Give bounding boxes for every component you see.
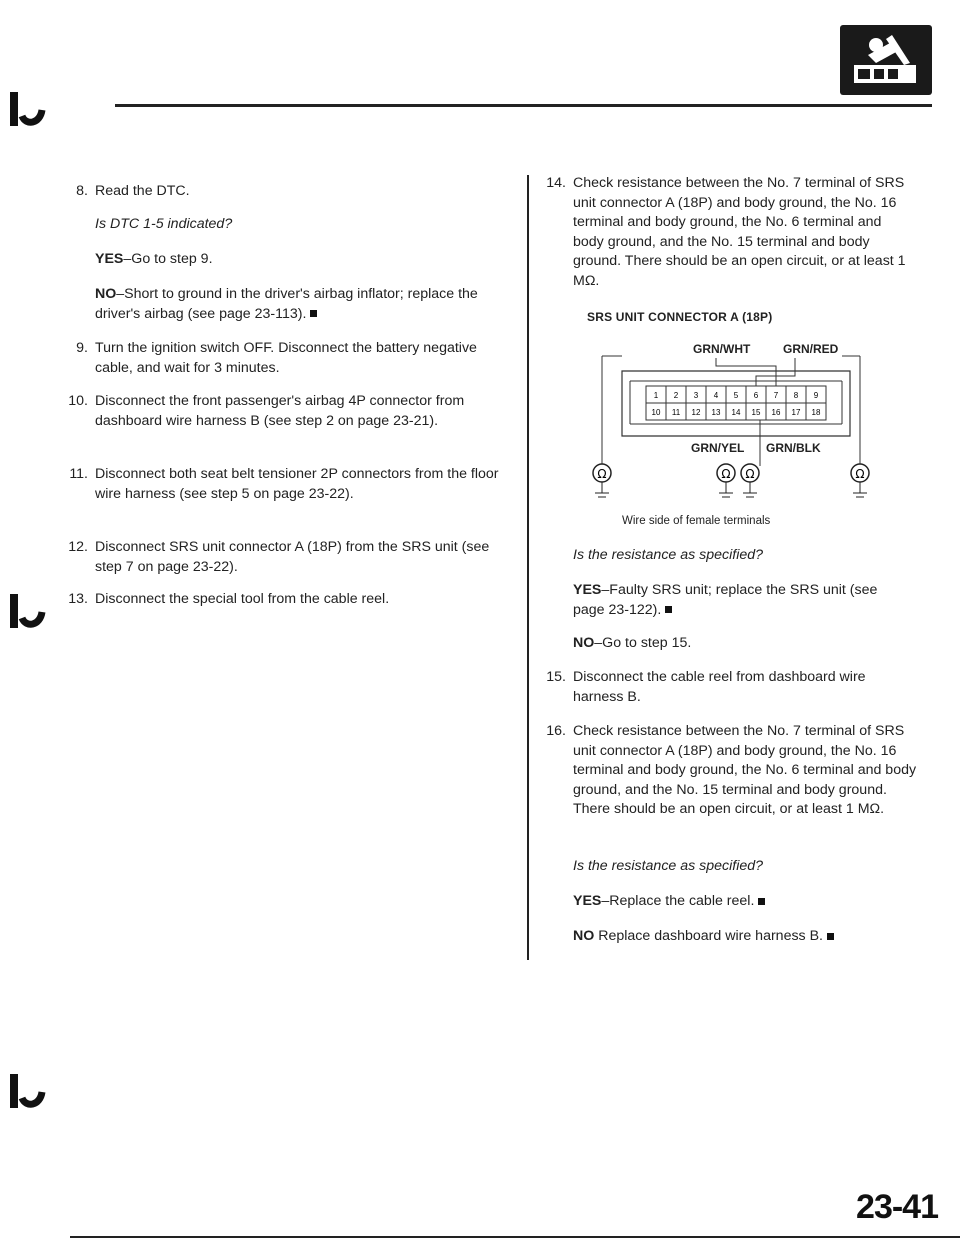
connector-diagram: [590, 336, 880, 506]
figure-title: SRS UNIT CONNECTOR A (18P): [587, 310, 773, 324]
wire-label-grn-yel: GRN/YEL: [691, 441, 745, 455]
step-text: Disconnect the special tool from the cable reel.: [95, 591, 390, 607]
terminal-3: 3: [693, 391, 699, 400]
terminal-7: 7: [773, 391, 779, 400]
figure-caption: Wire side of female terminals: [622, 515, 771, 527]
step-16-yes: YES–Replace the cable reel.: [573, 893, 765, 909]
step-number: 8.: [76, 183, 88, 199]
step-14-question: Is the resistance as specified?: [573, 547, 764, 563]
no-text: Short to ground in the driver's airbag inflator; replace the driver's airbag (see page 23-113).: [95, 286, 478, 322]
terminal-4: 4: [713, 391, 719, 400]
ohmmeter-icon-center-left: [717, 464, 735, 497]
yes-text: Faulty SRS unit; replace the SRS unit (see page 23-122).: [573, 582, 878, 618]
yes-text: Go to step 9.: [131, 251, 213, 267]
step-14-no: NO–Go to step 15.: [573, 635, 692, 651]
terminal-15: 15: [751, 408, 761, 417]
terminal-16: 16: [771, 408, 781, 417]
step-text: Disconnect both seat belt tensioner 2P connectors from the floor wire harness (see step 5 on page 23-22).: [95, 466, 499, 502]
terminal-10: 10: [651, 408, 661, 417]
no-label: NO: [573, 635, 595, 651]
binder-mark-bottom: [6, 1072, 46, 1117]
wire-label-grn-blk: GRN/BLK: [766, 441, 821, 455]
terminal-17: 17: [791, 408, 801, 417]
yes-text: Replace the cable reel.: [609, 893, 755, 909]
step-8-question: Is DTC 1-5 indicated?: [95, 216, 233, 232]
page-number: 23-41: [856, 1188, 938, 1226]
terminal-11: 11: [671, 408, 681, 417]
step-14-yes: YES–Faulty SRS unit; replace the SRS unit (see page 23-122).: [573, 582, 878, 618]
step-number: 13.: [68, 591, 88, 607]
terminal-1: 1: [653, 391, 659, 400]
terminal-grid: [646, 386, 826, 420]
no-text: Replace dashboard wire harness B.: [598, 928, 823, 944]
step-8-no: NO–Short to ground in the driver's airbag inflator; replace the driver's airbag (see page 23-113).: [95, 286, 478, 322]
ohmmeter-icon-left: [593, 464, 611, 497]
step-text: Check resistance between the No. 7 terminal of SRS unit connector A (18P) and body ground, the No. 16 terminal and body ground, the No. 6 terminal and body ground, and the No. 15 terminal and body ground. There should be an open circuit, or at least 1 MΩ.: [573, 723, 917, 817]
step-number: 9.: [76, 340, 88, 356]
binder-mark-middle: [6, 592, 46, 637]
wire-label-grn-wht: GRN/WHT: [693, 342, 751, 356]
terminal-9: 9: [813, 391, 819, 400]
header-rule: [115, 104, 932, 107]
step-16-question: Is the resistance as specified?: [573, 858, 764, 874]
end-mark-icon: [310, 310, 317, 317]
end-mark-icon: [665, 606, 672, 613]
column-divider: [527, 175, 529, 960]
wire-label-grn-red: GRN/RED: [783, 342, 839, 356]
srs-airbag-section-icon: [840, 25, 932, 95]
ohmmeter-icon-center-right: [741, 464, 759, 497]
step-text: Disconnect SRS unit connector A (18P) from the SRS unit (see step 7 on page 23-22).: [95, 539, 490, 575]
yes-label: YES: [95, 251, 124, 267]
terminal-5: 5: [733, 391, 739, 400]
binder-mark-top: [6, 90, 46, 135]
step-text: Disconnect the cable reel from dashboard wire harness B.: [573, 669, 866, 705]
step-number: 14.: [546, 175, 566, 191]
step-number: 11.: [69, 466, 88, 482]
no-text: Go to step 15.: [602, 635, 692, 651]
svg-text:Ω: Ω: [597, 467, 607, 481]
terminal-8: 8: [793, 391, 799, 400]
step-text: Disconnect the front passenger's airbag 4P connector from dashboard wire harness B (see step 2 on page 23-21).: [95, 393, 465, 429]
step-number: 10.: [68, 393, 88, 409]
terminal-14: 14: [731, 408, 741, 417]
yes-label: YES: [573, 582, 602, 598]
step-text: Read the DTC.: [95, 183, 190, 199]
step-text: Turn the ignition switch OFF. Disconnect the battery negative cable, and wait for 3 minutes.: [95, 340, 477, 376]
step-number: 15.: [546, 669, 566, 685]
svg-text:Ω: Ω: [721, 467, 731, 481]
step-number: 12.: [68, 539, 88, 555]
step-text: Check resistance between the No. 7 terminal of SRS unit connector A (18P) and body ground, the No. 16 terminal and body ground, the No. 6 terminal and body ground, and the No. 15 terminal and body ground. There should be an open circuit, or at least 1 MΩ.: [573, 175, 906, 289]
end-mark-icon: [758, 898, 765, 905]
step-16-no: [573, 928, 834, 944]
svg-text:Ω: Ω: [745, 467, 755, 481]
footer-rule: [70, 1236, 960, 1238]
no-label: NO: [573, 928, 595, 944]
yes-label: YES: [573, 893, 602, 909]
step-8-yes: YES–Go to step 9.: [95, 251, 213, 267]
terminal-13: 13: [711, 408, 721, 417]
terminal-2: 2: [673, 391, 679, 400]
terminal-12: 12: [691, 408, 701, 417]
terminal-6: 6: [753, 391, 759, 400]
terminal-18: 18: [811, 408, 821, 417]
step-number: 16.: [546, 723, 566, 739]
ohmmeter-icon-right: [851, 464, 869, 497]
end-mark-icon: [827, 933, 834, 940]
svg-text:Ω: Ω: [855, 467, 865, 481]
no-label: NO: [95, 286, 117, 302]
